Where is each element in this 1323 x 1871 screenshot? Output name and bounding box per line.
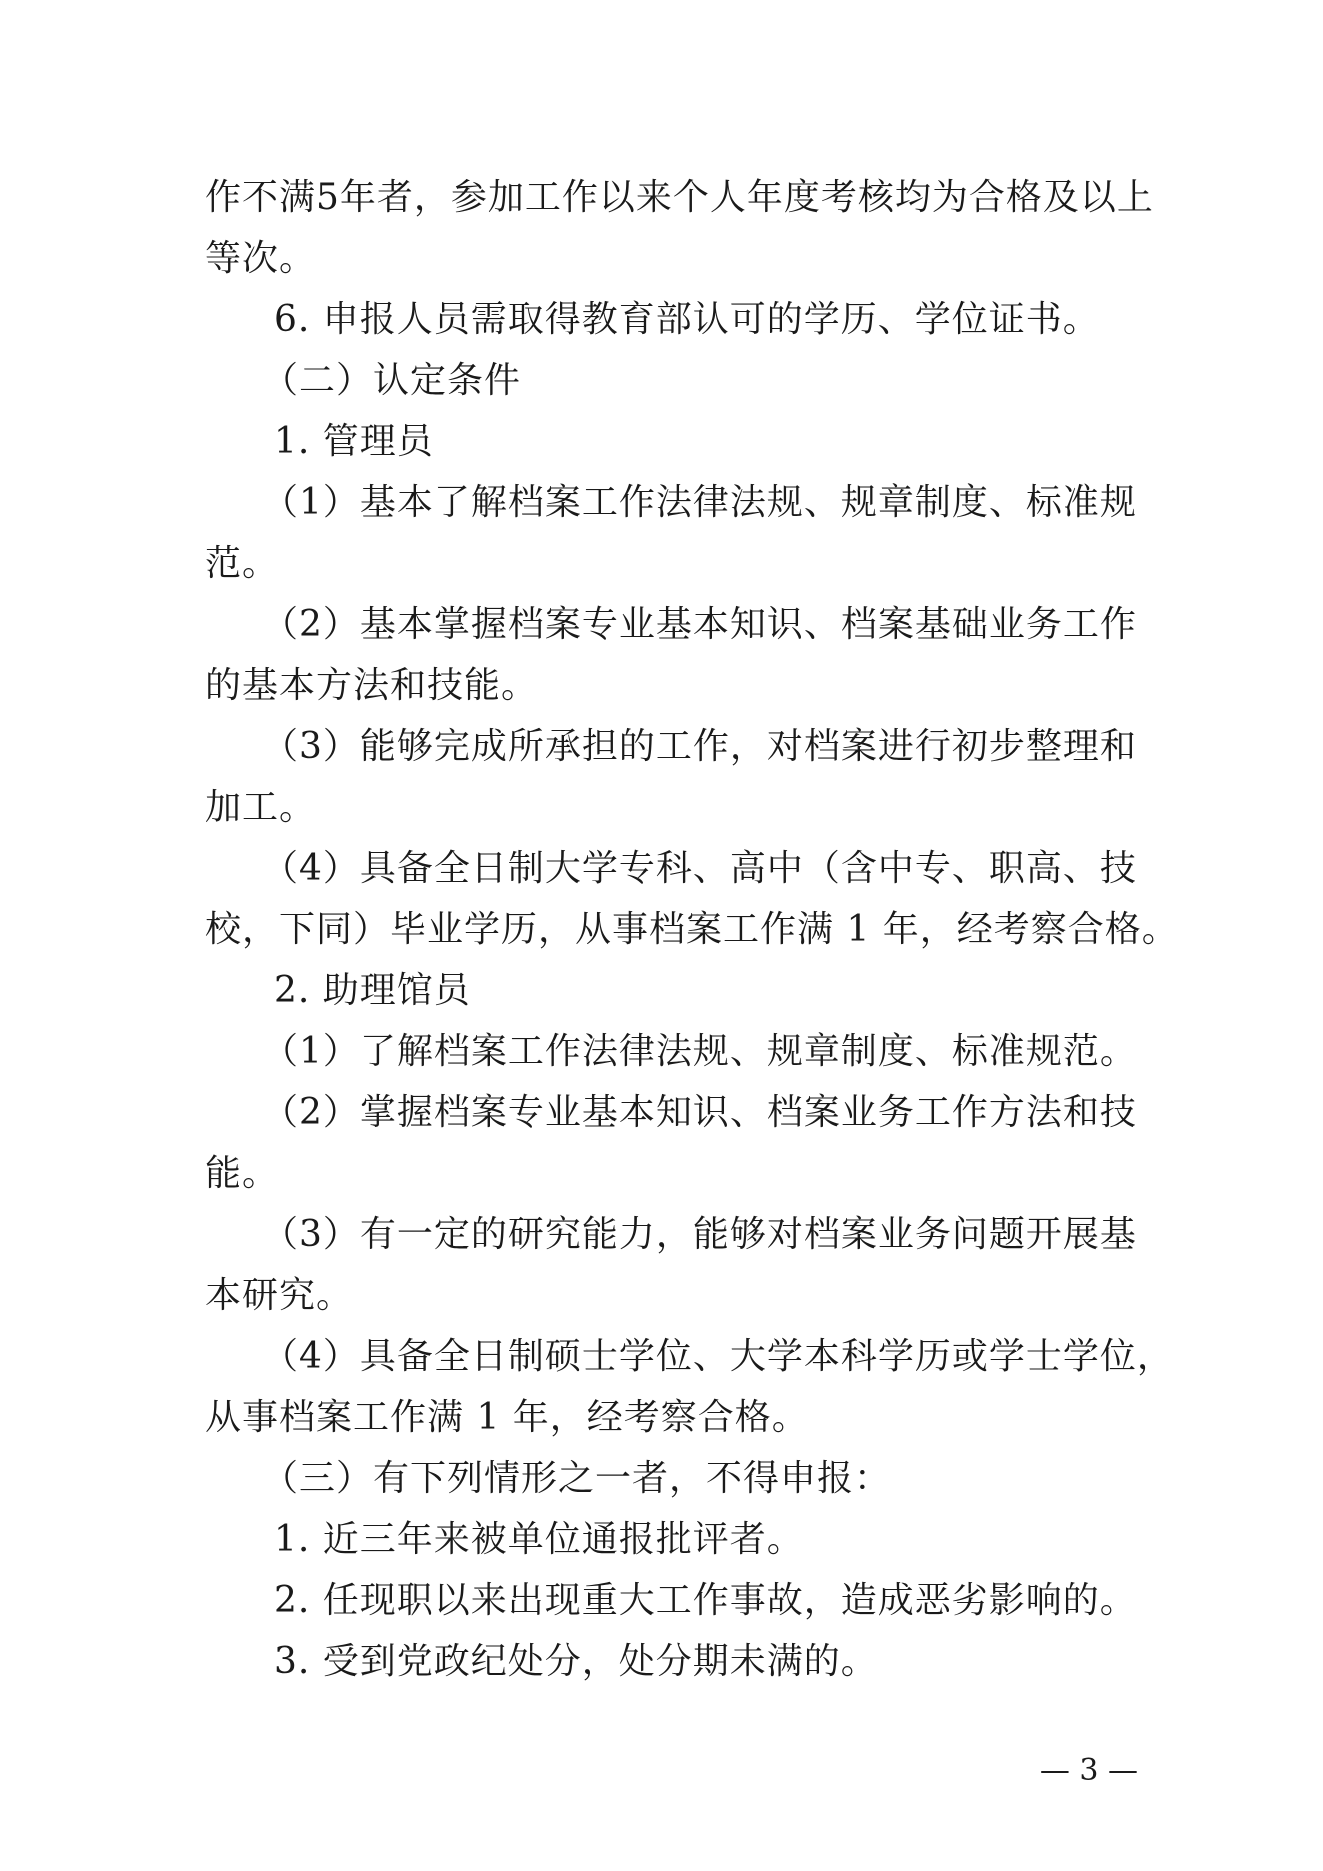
section-heading: （三）有下列情形之一者，不得申报： [262,1458,892,1499]
paragraph-line: 1. 近三年来被单位通报批评者。 [274,1519,804,1560]
paragraph-line: （3）能够完成所承担的工作，对档案进行初步整理和 [262,726,1137,767]
page-number: — 3 — [1039,1753,1138,1788]
paragraph-line: 加工。 [205,787,317,828]
paragraph-line: （2）基本掌握档案专业基本知识、档案基础业务工作 [262,604,1137,645]
paragraph-line: 作不满5年者，参加工作以来个人年度考核均为合格及以上 [205,177,1154,218]
paragraph-line: 能。 [205,1153,280,1194]
paragraph-line: 从事档案工作满 1 年，经考察合格。 [205,1397,809,1438]
subsection-heading: 2. 助理馆员 [274,970,471,1011]
section-heading: （二）认定条件 [262,360,522,401]
paragraph-line: 校，下同）毕业学历，从事档案工作满 1 年，经考察合格。 [205,909,1179,950]
paragraph-line: （4）具备全日制大学专科、高中（含中专、职高、技 [262,848,1137,889]
paragraph-line: 等次。 [205,238,317,279]
subsection-heading: 1. 管理员 [274,421,434,462]
paragraph-line: （2）掌握档案专业基本知识、档案业务工作方法和技 [262,1092,1137,1133]
paragraph-line: 本研究。 [205,1275,354,1316]
paragraph-line: （4）具备全日制硕士学位、大学本科学历或学士学位， [262,1336,1174,1377]
paragraph-line: 3. 受到党政纪处分，处分期未满的。 [274,1641,878,1682]
paragraph-line: 2. 任现职以来出现重大工作事故，造成恶劣影响的。 [274,1580,1137,1621]
paragraph-line: （1）了解档案工作法律法规、规章制度、标准规范。 [262,1031,1137,1072]
paragraph-line: 的基本方法和技能。 [205,665,539,706]
paragraph-line: 范。 [205,543,280,584]
paragraph-line: 6. 申报人员需取得教育部认可的学历、学位证书。 [274,299,1100,340]
paragraph-line: （1）基本了解档案工作法律法规、规章制度、标准规 [262,482,1137,523]
paragraph-line: （3）有一定的研究能力，能够对档案业务问题开展基 [262,1214,1137,1255]
